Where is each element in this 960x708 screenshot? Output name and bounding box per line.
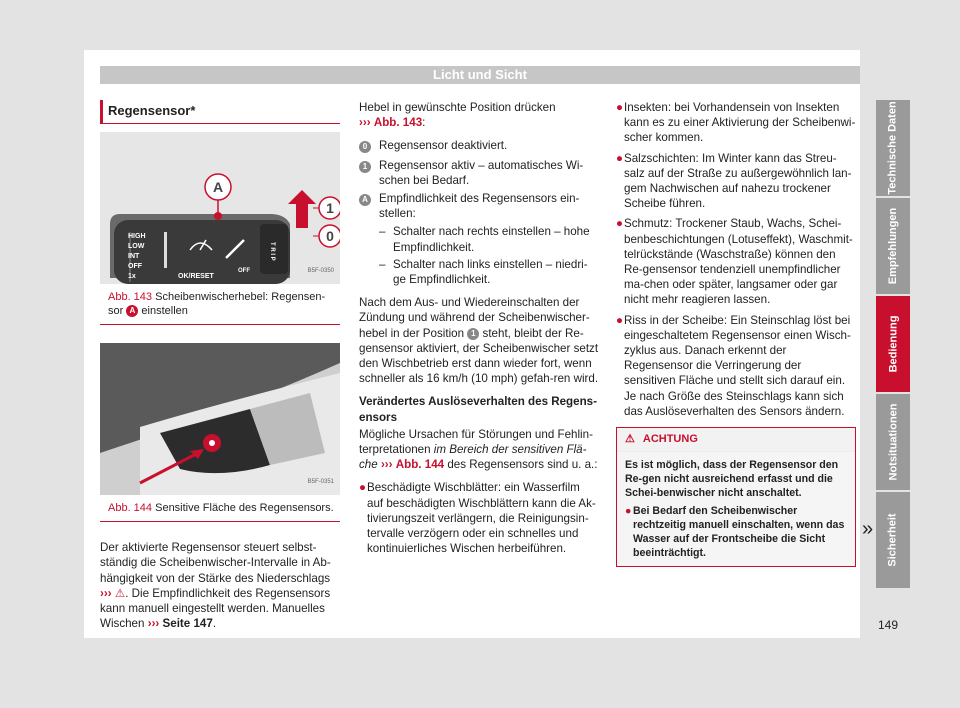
dash-text: Schalter nach links einstellen – niedri-ge Empfindlichkeit.: [393, 257, 588, 287]
link-seite-147[interactable]: Seite 147: [162, 617, 213, 631]
tab-sicherheit[interactable]: [876, 492, 910, 588]
bullet-marker: ●: [616, 313, 624, 327]
rain-sensor-illustration: [100, 343, 340, 495]
warning-title: ACHTUNG: [642, 433, 698, 446]
caption-text: Scheibenwischerhebel: Regensen-sor: [108, 291, 326, 318]
step-item: [359, 158, 599, 188]
callout-0: 0: [326, 228, 334, 245]
warning-text: Es ist möglich, dass der Regensensor den Re-gen nicht ausreichend erfasst und die Schei-benwischer nicht anschaltet.: [625, 459, 839, 500]
figure-caption-143: [100, 284, 340, 325]
section-title: Regensensor*: [100, 100, 340, 124]
dash-marker: –: [379, 257, 386, 271]
text: steht, bleibt der Re-gensensor aktiviert, der Scheibenwischer setzt den Wischbetrieb erst dann wieder fort, wenn schneller als 16 km/h (10 mph) gefah-ren wird.: [359, 326, 599, 386]
warning-icon[interactable]: ⚠: [114, 586, 126, 600]
bullet-text: Insekten: bei Vorhandensein von Insekten kann es zu einer Aktivierung der Scheibenwi-scher kommen.: [624, 101, 856, 145]
page-number: 149: [878, 618, 899, 632]
warning-triangle-icon: ⚠: [625, 433, 635, 446]
warning-box: [616, 427, 856, 567]
step-text: Regensensor aktiv – automatisches Wi-schen bei Bedarf.: [379, 158, 584, 187]
bullet-text: Salzschichten: Im Winter kann das Streu-salz auf der Straße zu außergewöhnlich lan-gem Nachwischen auf nahezu trockener Scheibe führen.: [624, 151, 852, 211]
wiper-lever-illustration: [100, 132, 340, 284]
column-right: [616, 100, 856, 567]
lever-label-off: OFF: [128, 263, 142, 271]
continue-arrow-icon: »: [862, 518, 874, 540]
caption-abb: Abb. 143: [108, 291, 153, 304]
lever-okreset: OK/RESET: [178, 273, 214, 281]
warning-header: [617, 428, 855, 452]
tab-notsituationen[interactable]: [876, 394, 910, 490]
column-middle: [359, 100, 599, 561]
tab-empfehlungen[interactable]: [876, 198, 910, 294]
bullet-marker: ●: [616, 217, 624, 231]
tab-label: Technische Daten: [887, 101, 900, 195]
tab-bedienung[interactable]: [876, 296, 910, 392]
paragraph-ignition: [359, 295, 599, 386]
bullet-text: Beschädigte Wischblätter: ein Wasserfilm auf beschädigten Wischblättern kann die Ak-tivierungszeit verlängern, die Reinigungsin-tervalle verzögern oder ein schnelles und kontinuierliches Wischen herbeiführen.: [367, 481, 596, 556]
step-text: Regensensor deaktiviert.: [379, 139, 508, 153]
circle-marker-1: 1: [467, 328, 479, 340]
paragraph-steps-intro: [359, 100, 599, 130]
text: des Regensensors sind u. a.:: [447, 458, 598, 472]
step-number: 0: [359, 141, 371, 153]
callout-a: A: [212, 179, 224, 196]
warning-body: [617, 452, 855, 566]
bullet-text: Riss in der Scheibe: Ein Steinschlag löst bei eingeschaltetem Regensensor einen Wisch-zyklus aus. Danach erkennt der Regensensor die Verringerung der sensitiven Fläche und stellt sich darauf ein. Je nach Größe des Steinschlags kann sich das Auslöseverhalten des Sensors ändern.: [624, 313, 851, 418]
circle-marker-a: A: [126, 305, 138, 317]
lever-label-int: INT: [128, 253, 140, 261]
lever-label-low: LOW: [128, 243, 145, 251]
text: Hebel in gewünschte Position drücken: [359, 101, 556, 114]
step-text: Empfindlichkeit des Regensensors ein-stellen:: [379, 192, 580, 221]
bullet-marker: ●: [616, 101, 624, 114]
caption-text: Sensitive Fläche des Regensensors.: [155, 502, 334, 515]
text: Mögliche Ursachen für Störungen und Fehlin-terpretationen: [359, 427, 593, 457]
bullet-item: [616, 151, 856, 212]
step-item: [359, 191, 599, 221]
ref-arrow: ›››: [380, 458, 393, 472]
lever-trip: T R I P: [269, 242, 275, 261]
dash-item: [379, 224, 599, 254]
ref-arrow: ›››: [147, 617, 160, 631]
bullet-item: [616, 100, 856, 146]
paragraph-intro: [100, 540, 340, 631]
text: :: [422, 116, 426, 130]
dash-marker: –: [379, 225, 386, 239]
lever-off: OFF: [238, 268, 250, 275]
caption-text-end: einstellen: [141, 305, 188, 318]
figure-wiper-lever: [100, 132, 340, 284]
text: Nach dem Aus- und Wiedereinschalten der Zündung und während der Scheibenwischer-hebel in der Position: [359, 296, 590, 340]
italic-text: im Bereich der sensitiven Flä-che: [359, 443, 587, 472]
step-item: [359, 138, 599, 154]
bullet-item: [359, 480, 599, 556]
tab-technische-daten[interactable]: [876, 100, 910, 196]
figure-code: B5F-0350: [307, 268, 334, 274]
lever-label-high: HIGH: [128, 233, 146, 241]
page-header: Licht und Sicht: [100, 66, 860, 84]
figure-caption-144: [100, 495, 340, 522]
bullet-marker: ●: [625, 505, 632, 518]
link-abb-143[interactable]: Abb. 143: [373, 116, 423, 130]
column-left: [100, 100, 340, 639]
warning-bullet: [625, 504, 847, 560]
tab-label: Empfehlungen: [887, 207, 900, 285]
dash-item: [379, 257, 599, 287]
tab-label: Notsituationen: [887, 403, 899, 481]
bullet-text: Schmutz: Trockener Staub, Wachs, Schei-benbeschichtungen (Lotuseffekt), Waschmit-telrückstände (Waschstraße) können den Re-gensensor tendenziell unempfindlicher ma-chen oder später, langsamer oder gar nicht mehr reagieren lassen.: [624, 217, 853, 307]
subheading: Verändertes Auslöseverhalten des Regens-ensors: [359, 395, 597, 424]
text: .: [212, 617, 217, 631]
dash-text: Schalter nach rechts einstellen – hohe Empfindlichkeit.: [393, 225, 590, 254]
caption-abb: Abb. 144: [108, 502, 153, 515]
ref-arrow: ›››: [359, 116, 371, 130]
text: Der aktivierte Regensensor steuert selbst-ständig die Scheibenwischer-Intervalle in Ab-hängigkeit von der Stärke des Niederschlags: [100, 541, 331, 585]
ref-arrow[interactable]: ›››: [100, 586, 112, 600]
text: . Die Empfindlichkeit des Regensensors kann manuell eingestellt werden. Manuelles Wischen: [100, 586, 331, 631]
callout-1: 1: [326, 200, 334, 217]
bullet-marker: ●: [616, 151, 624, 165]
figure-rain-sensor: [100, 343, 340, 495]
tab-label: Bedienung: [887, 315, 899, 373]
bullet-item: [616, 216, 856, 307]
lever-label-1x: 1x: [128, 273, 136, 281]
paragraph-causes: [359, 427, 599, 473]
tab-label: Sicherheit: [887, 513, 899, 567]
step-number: A: [359, 194, 371, 206]
bullet-marker: ●: [359, 481, 367, 495]
link-abb-144[interactable]: Abb. 144: [395, 458, 445, 472]
bullet-item: [616, 313, 856, 419]
figure-code: B5F-0351: [307, 479, 334, 485]
warning-bullet-text: Bei Bedarf den Scheibenwischer rechtzeitig manuell einschalten, wenn das Wasser auf der Frontscheibe die Sicht beeinträchtigt.: [633, 505, 845, 560]
step-number: 1: [359, 161, 371, 173]
